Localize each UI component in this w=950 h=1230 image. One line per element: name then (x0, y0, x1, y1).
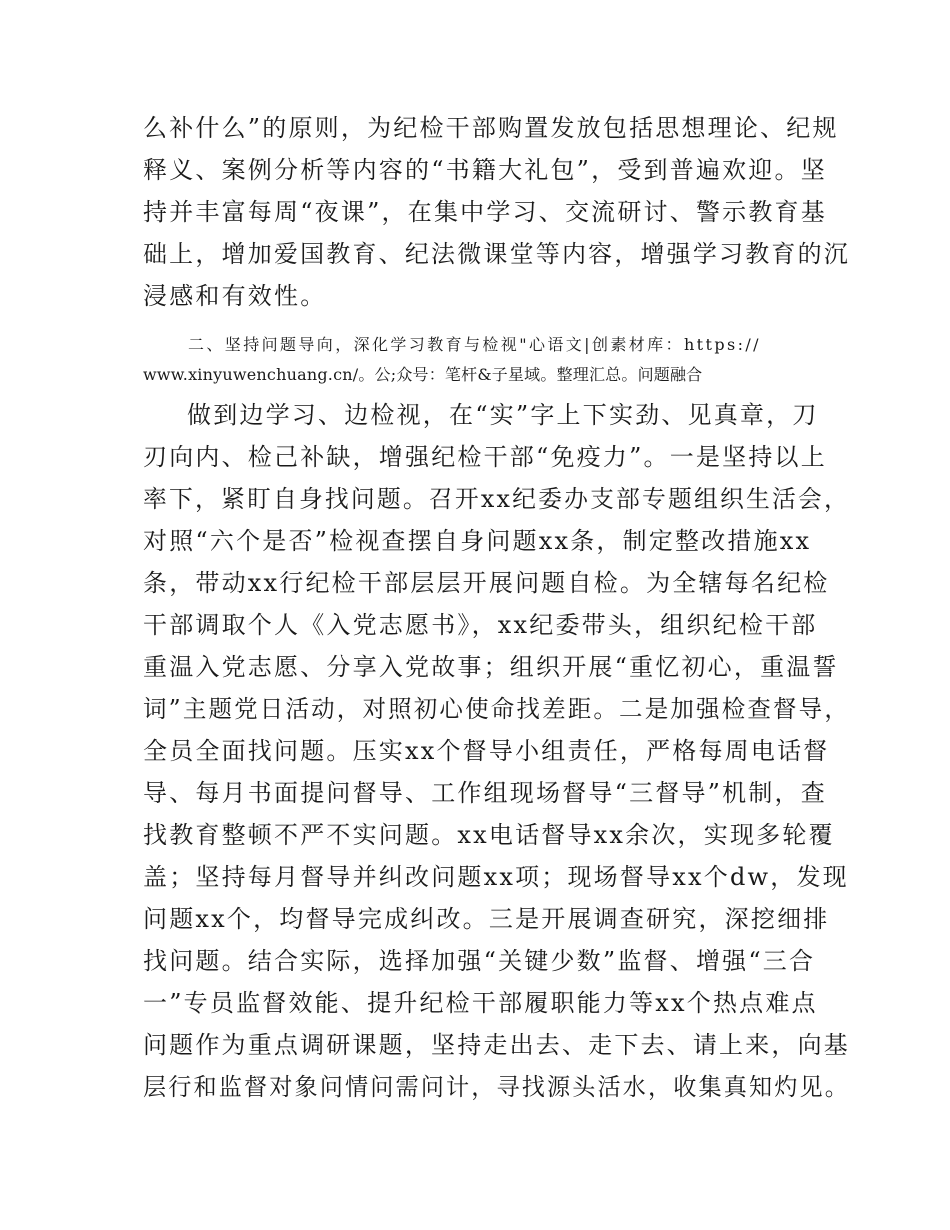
paragraph-line: 全员全面找问题。压实xx个督导小组责任，严格每周电话督 (143, 737, 830, 765)
paragraph-line: 盖；坚持每月督导并纠改问题xx项；现场督导xx个dw，发现 (143, 863, 849, 891)
paragraph-line: 问题作为重点调研课题，坚持走出去、走下去、请上来，向基 (143, 1031, 850, 1059)
paragraph-line: 干部调取个人《入党志愿书》，xx纪委带头，组织纪检干部 (143, 611, 818, 639)
paragraph-line: 率下，紧盯自身找问题。召开xx纪委办支部专题组织生活会， (143, 485, 850, 513)
section-heading: 二、坚持问题导向，深化学习教育与检视"心语文|创素材库：https:// (188, 335, 761, 354)
paragraph-line: 问题xx个，均督导完成纠改。三是开展调查研究，深挖细排 (143, 905, 830, 933)
paragraph-line: 刃向内、检己补缺，增强纪检干部“免疫力”。一是坚持以上 (143, 443, 827, 471)
paragraph-line: 条，带动xx行纪检干部层层开展问题自检。为全辖每名纪检 (143, 569, 830, 597)
paragraph-line: 浸感和有效性。 (143, 282, 327, 310)
paragraph-line: 层行和监督对象问情问需问计，寻找源头活水，收集真知灼见。 (143, 1073, 850, 1101)
paragraph-line: 释义、案例分析等内容的“书籍大礼包”，受到普遍欢迎。坚 (143, 156, 827, 184)
paragraph-line: 么补什么”的原则，为纪检干部购置发放包括思想理论、纪规 (143, 114, 839, 142)
paragraph-line: 导、每月书面提问督导、工作组现场督导“三督导”机制，查 (143, 779, 827, 807)
section-heading-continued: www.xinyuwenchuang.cn/。公;众号：笔杆&子星域。整理汇总。问题融合 (143, 365, 703, 384)
paragraph-line: 词”主题党日活动，对照初心使命找差距。二是加强检查督导， (143, 695, 851, 723)
paragraph-line: 持并丰富每周“夜课”，在集中学习、交流研讨、警示教育基 (143, 198, 827, 226)
paragraph-line: 一”专员监督效能、提升纪检干部履职能力等xx个热点难点 (143, 989, 818, 1017)
paragraph-line: 找教育整顿不严不实问题。xx电话督导xx余次，实现多轮覆 (143, 821, 835, 849)
paragraph-line: 找问题。结合实际，选择加强“关键少数”监督、增强“三合 (143, 947, 816, 975)
paragraph-line: 做到边学习、边检视，在“实”字上下实劲、见真章，刀 (187, 401, 819, 429)
paragraph-line: 重温入党志愿、分享入党故事；组织开展“重忆初心，重温誓 (143, 653, 839, 681)
paragraph-line: 对照“六个是否”检视查摆自身问题xx条，制定整改措施xx (143, 527, 812, 555)
paragraph-line: 础上，增加爱国教育、纪法微课堂等内容，增强学习教育的沉 (143, 240, 850, 268)
